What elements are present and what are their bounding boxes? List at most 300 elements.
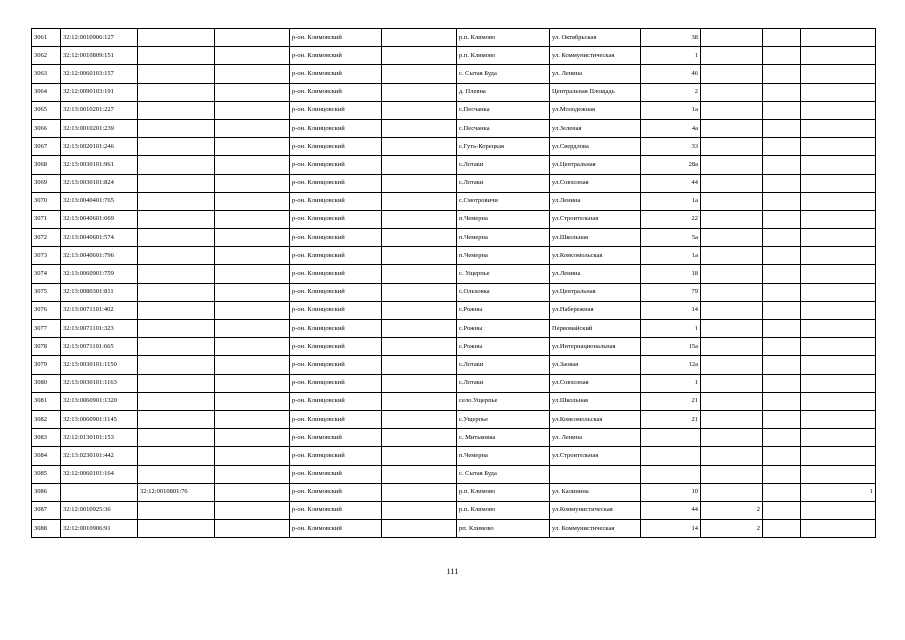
col-12-cell [801, 301, 876, 319]
cadastral-number-cell: 32:13:0030101:1163 [61, 374, 138, 392]
old-cadastral-number-cell [138, 156, 215, 174]
old-cadastral-number-cell [138, 320, 215, 338]
col-10-cell [701, 65, 763, 83]
street-cell: ул. Коммунистическая [550, 47, 641, 65]
col-12-cell [801, 229, 876, 247]
settlement-cell: п.Чемерна [457, 210, 550, 228]
col-12-cell [801, 83, 876, 101]
district-cell: р-он. Клинцовский [290, 138, 382, 156]
house-number-cell: 28а [641, 156, 701, 174]
col-4-cell [215, 320, 290, 338]
house-number-cell: 12а [641, 356, 701, 374]
col-10-cell [701, 429, 763, 447]
col-4-cell [215, 520, 290, 538]
col-6-cell [382, 156, 457, 174]
col-12-cell [801, 465, 876, 483]
col-10-cell [701, 229, 763, 247]
settlement-cell: р.п. Климово [457, 29, 550, 47]
street-cell: ул.Набережная [550, 301, 641, 319]
col-12-cell [801, 119, 876, 137]
house-number-cell: 1 [641, 47, 701, 65]
col-4-cell [215, 47, 290, 65]
settlement-cell: р.п. Климово [457, 501, 550, 519]
street-cell [550, 465, 641, 483]
table-row [32, 501, 876, 519]
old-cadastral-number-cell [138, 283, 215, 301]
cadastral-number-cell: 32:13:0030101:824 [61, 174, 138, 192]
col-12-cell [801, 192, 876, 210]
col-10-cell [701, 320, 763, 338]
district-cell: р-он. Клинцовский [290, 101, 382, 119]
col-11-cell [763, 356, 801, 374]
col-10-cell [701, 374, 763, 392]
table-row [32, 174, 876, 192]
col-4-cell [215, 301, 290, 319]
district-cell: р-он. Клинцовский [290, 192, 382, 210]
old-cadastral-number-cell [138, 138, 215, 156]
col-10-cell [701, 101, 763, 119]
cadastral-number-cell [61, 483, 138, 501]
house-number-cell: 2 [641, 83, 701, 101]
old-cadastral-number-cell [138, 174, 215, 192]
old-cadastral-number-cell [138, 429, 215, 447]
col-4-cell [215, 65, 290, 83]
row-number-cell: 3061 [32, 29, 61, 47]
house-number-cell: 14 [641, 520, 701, 538]
col-10-cell: 2 [701, 501, 763, 519]
settlement-cell: с. Митьковка [457, 429, 550, 447]
col-6-cell [382, 410, 457, 428]
cadastral-number-cell: 32:12:0090103:191 [61, 83, 138, 101]
table-row [32, 392, 876, 410]
row-number-cell: 3077 [32, 320, 61, 338]
cadastral-number-cell: 32:13:0030101:1150 [61, 356, 138, 374]
house-number-cell: 14 [641, 301, 701, 319]
col-6-cell [382, 265, 457, 283]
col-4-cell [215, 392, 290, 410]
settlement-cell: с.Лотаки [457, 374, 550, 392]
col-6-cell [382, 356, 457, 374]
col-4-cell [215, 156, 290, 174]
cadastral-number-cell: 32:13:0060901:1320 [61, 392, 138, 410]
cadastral-number-cell: 32:12:0060101:164 [61, 465, 138, 483]
col-6-cell [382, 429, 457, 447]
col-6-cell [382, 320, 457, 338]
district-cell: р-он. Клинцовский [290, 447, 382, 465]
settlement-cell: село.Ущерпье [457, 392, 550, 410]
table-row [32, 138, 876, 156]
district-cell: р-он. Клинцовский [290, 301, 382, 319]
col-6-cell [382, 47, 457, 65]
table-row [32, 210, 876, 228]
house-number-cell: 1а [641, 247, 701, 265]
cadastral-number-cell: 32:13:0040401:765 [61, 192, 138, 210]
col-11-cell [763, 229, 801, 247]
col-10-cell: 2 [701, 520, 763, 538]
cadastral-number-cell: 32:13:0030101:961 [61, 156, 138, 174]
col-10-cell [701, 465, 763, 483]
old-cadastral-number-cell [138, 210, 215, 228]
settlement-cell: с.Рожны [457, 320, 550, 338]
row-number-cell: 3075 [32, 283, 61, 301]
col-12-cell [801, 247, 876, 265]
street-cell: ул.Интернациональная [550, 338, 641, 356]
cadastral-number-cell: 32:12:0060103:157 [61, 65, 138, 83]
table-row [32, 101, 876, 119]
col-11-cell [763, 265, 801, 283]
settlement-cell: с.Лотаки [457, 174, 550, 192]
col-11-cell [763, 156, 801, 174]
col-4-cell [215, 429, 290, 447]
house-number-cell: 21 [641, 392, 701, 410]
settlement-cell: с. Сытая Буда [457, 65, 550, 83]
col-12-cell [801, 138, 876, 156]
col-4-cell [215, 192, 290, 210]
col-11-cell [763, 429, 801, 447]
col-10-cell [701, 174, 763, 192]
col-11-cell [763, 65, 801, 83]
settlement-cell: с.Лотаки [457, 356, 550, 374]
row-number-cell: 3063 [32, 65, 61, 83]
street-cell: ул.Школьная [550, 392, 641, 410]
table-row [32, 47, 876, 65]
col-11-cell [763, 320, 801, 338]
settlement-cell: р.п. Климово [457, 483, 550, 501]
cadastral-number-cell: 32:13:0080301:811 [61, 283, 138, 301]
row-number-cell: 3078 [32, 338, 61, 356]
street-cell: ул. Ленина [550, 429, 641, 447]
house-number-cell [641, 447, 701, 465]
col-12-cell [801, 265, 876, 283]
col-4-cell [215, 465, 290, 483]
col-12-cell [801, 520, 876, 538]
street-cell: ул.Зеленая [550, 119, 641, 137]
col-11-cell [763, 392, 801, 410]
table-row [32, 119, 876, 137]
col-11-cell [763, 483, 801, 501]
table-row [32, 465, 876, 483]
col-6-cell [382, 520, 457, 538]
col-6-cell [382, 192, 457, 210]
house-number-cell: 1а [641, 101, 701, 119]
house-number-cell [641, 465, 701, 483]
row-number-cell: 3084 [32, 447, 61, 465]
col-12-cell [801, 29, 876, 47]
registry-table [31, 28, 876, 538]
col-10-cell [701, 192, 763, 210]
house-number-cell: 38 [641, 29, 701, 47]
col-11-cell [763, 210, 801, 228]
house-number-cell: 18 [641, 265, 701, 283]
col-6-cell [382, 392, 457, 410]
col-12-cell [801, 156, 876, 174]
district-cell: р-он. Клинцовский [290, 283, 382, 301]
col-11-cell [763, 29, 801, 47]
house-number-cell: 33 [641, 138, 701, 156]
house-number-cell: 1 [641, 320, 701, 338]
settlement-cell: с.Смотровичи [457, 192, 550, 210]
col-4-cell [215, 83, 290, 101]
cadastral-number-cell: 32:12:0010906:91 [61, 520, 138, 538]
settlement-cell: с.Песчанка [457, 101, 550, 119]
col-6-cell [382, 483, 457, 501]
col-11-cell [763, 174, 801, 192]
col-10-cell [701, 119, 763, 137]
old-cadastral-number-cell: 32:12:0010801:76 [138, 483, 215, 501]
col-12-cell [801, 429, 876, 447]
col-11-cell [763, 283, 801, 301]
col-12-cell [801, 47, 876, 65]
street-cell: ул.Молодежная [550, 101, 641, 119]
table-row [32, 229, 876, 247]
col-6-cell [382, 29, 457, 47]
col-10-cell [701, 447, 763, 465]
old-cadastral-number-cell [138, 247, 215, 265]
settlement-cell: с.Гуть-Корецкая [457, 138, 550, 156]
col-6-cell [382, 465, 457, 483]
street-cell: ул.Центральная [550, 156, 641, 174]
col-10-cell [701, 410, 763, 428]
cadastral-number-cell: 32:13:0020101:246 [61, 138, 138, 156]
col-4-cell [215, 210, 290, 228]
house-number-cell: 5а [641, 229, 701, 247]
cadastral-number-cell: 32:12:0010906:127 [61, 29, 138, 47]
col-12-cell [801, 320, 876, 338]
col-10-cell [701, 356, 763, 374]
old-cadastral-number-cell [138, 501, 215, 519]
district-cell: р-он. Клинцовский [290, 229, 382, 247]
table-row [32, 483, 876, 501]
district-cell: р-он. Клинцовский [290, 247, 382, 265]
cadastral-number-cell: 32:13:0071101:402 [61, 301, 138, 319]
col-4-cell [215, 265, 290, 283]
house-number-cell: 10 [641, 483, 701, 501]
house-number-cell: 79 [641, 283, 701, 301]
registry-table-body [32, 29, 876, 538]
table-row [32, 520, 876, 538]
district-cell: р-он. Климовский [290, 501, 382, 519]
old-cadastral-number-cell [138, 520, 215, 538]
col-10-cell [701, 247, 763, 265]
street-cell: ул.Строительная [550, 447, 641, 465]
cadastral-number-cell: 32:13:0040601:796 [61, 247, 138, 265]
table-row [32, 410, 876, 428]
table-row [32, 301, 876, 319]
col-10-cell [701, 338, 763, 356]
street-cell: ул.Совхозная [550, 374, 641, 392]
col-6-cell [382, 501, 457, 519]
table-row [32, 338, 876, 356]
col-6-cell [382, 83, 457, 101]
col-6-cell [382, 138, 457, 156]
cadastral-number-cell: 32:13:0060901:1145 [61, 410, 138, 428]
district-cell: р-он. Клинцовский [290, 156, 382, 174]
col-6-cell [382, 447, 457, 465]
table-row [32, 83, 876, 101]
col-10-cell [701, 301, 763, 319]
col-6-cell [382, 283, 457, 301]
street-cell: ул.Коммунистическая [550, 501, 641, 519]
col-12-cell [801, 392, 876, 410]
col-4-cell [215, 410, 290, 428]
col-6-cell [382, 229, 457, 247]
settlement-cell: с. Ущерпье [457, 265, 550, 283]
table-row [32, 247, 876, 265]
table-row [32, 29, 876, 47]
street-cell: ул. Калинина [550, 483, 641, 501]
settlement-cell: п.Чемерна [457, 229, 550, 247]
settlement-cell: п.Чемерна [457, 247, 550, 265]
col-4-cell [215, 374, 290, 392]
cadastral-number-cell: 32:12:0130101:153 [61, 429, 138, 447]
table-row [32, 156, 876, 174]
col-6-cell [382, 338, 457, 356]
house-number-cell: 1 [641, 374, 701, 392]
settlement-cell: п.Чемерна [457, 447, 550, 465]
col-11-cell [763, 247, 801, 265]
col-11-cell [763, 83, 801, 101]
street-cell: ул.Заовая [550, 356, 641, 374]
house-number-cell: 44 [641, 501, 701, 519]
cadastral-number-cell: 32:12:0010925:36 [61, 501, 138, 519]
house-number-cell: 4а [641, 119, 701, 137]
col-12-cell [801, 338, 876, 356]
col-6-cell [382, 210, 457, 228]
old-cadastral-number-cell [138, 119, 215, 137]
cadastral-number-cell: 32:13:0010201:239 [61, 119, 138, 137]
house-number-cell: 15а [641, 338, 701, 356]
table-row [32, 283, 876, 301]
col-12-cell [801, 374, 876, 392]
col-12-cell: 1 [801, 483, 876, 501]
row-number-cell: 3064 [32, 83, 61, 101]
old-cadastral-number-cell [138, 83, 215, 101]
col-11-cell [763, 138, 801, 156]
col-6-cell [382, 301, 457, 319]
col-12-cell [801, 356, 876, 374]
street-cell: ул.Строительная [550, 210, 641, 228]
settlement-cell: с.Лотаки [457, 156, 550, 174]
old-cadastral-number-cell [138, 65, 215, 83]
col-6-cell [382, 65, 457, 83]
col-10-cell [701, 47, 763, 65]
cadastral-number-cell: 32:13:0071101:665 [61, 338, 138, 356]
page-number: 111 [446, 566, 459, 576]
col-10-cell [701, 156, 763, 174]
row-number-cell: 3076 [32, 301, 61, 319]
street-cell: ул.Комсомольская [550, 410, 641, 428]
col-12-cell [801, 210, 876, 228]
old-cadastral-number-cell [138, 192, 215, 210]
row-number-cell: 3067 [32, 138, 61, 156]
old-cadastral-number-cell [138, 410, 215, 428]
row-number-cell: 3066 [32, 119, 61, 137]
cadastral-number-cell: 32:12:0010809:151 [61, 47, 138, 65]
col-6-cell [382, 174, 457, 192]
district-cell: р-он. Клинцовский [290, 174, 382, 192]
row-number-cell: 3062 [32, 47, 61, 65]
col-12-cell [801, 101, 876, 119]
street-cell: ул.Школьная [550, 229, 641, 247]
col-4-cell [215, 229, 290, 247]
old-cadastral-number-cell [138, 447, 215, 465]
col-11-cell [763, 520, 801, 538]
district-cell: р-он. Климовский [290, 483, 382, 501]
street-cell: ул. Октябрьская [550, 29, 641, 47]
col-10-cell [701, 265, 763, 283]
district-cell: р-он. Клинцовский [290, 410, 382, 428]
table-row [32, 356, 876, 374]
district-cell: р-он. Клинцовский [290, 119, 382, 137]
house-number-cell: 46 [641, 65, 701, 83]
col-4-cell [215, 174, 290, 192]
old-cadastral-number-cell [138, 338, 215, 356]
col-11-cell [763, 119, 801, 137]
old-cadastral-number-cell [138, 356, 215, 374]
row-number-cell: 3082 [32, 410, 61, 428]
table-row [32, 320, 876, 338]
district-cell: р-он. Клинцовский [290, 338, 382, 356]
cadastral-number-cell: 32:13:0071101:323 [61, 320, 138, 338]
col-11-cell [763, 410, 801, 428]
district-cell: р-он. Клинцовский [290, 265, 382, 283]
row-number-cell: 3079 [32, 356, 61, 374]
old-cadastral-number-cell [138, 301, 215, 319]
row-number-cell: 3070 [32, 192, 61, 210]
row-number-cell: 3074 [32, 265, 61, 283]
col-12-cell [801, 174, 876, 192]
settlement-cell: с.Ущерпье [457, 410, 550, 428]
row-number-cell: 3065 [32, 101, 61, 119]
col-6-cell [382, 247, 457, 265]
row-number-cell: 3081 [32, 392, 61, 410]
col-12-cell [801, 410, 876, 428]
street-cell: Первомайский [550, 320, 641, 338]
cadastral-number-cell: 32:13:0060901:759 [61, 265, 138, 283]
street-cell: ул. Коммунистическая [550, 520, 641, 538]
col-11-cell [763, 101, 801, 119]
col-6-cell [382, 101, 457, 119]
house-number-cell: 22 [641, 210, 701, 228]
district-cell: р-он. Климовский [290, 83, 382, 101]
row-number-cell: 3087 [32, 501, 61, 519]
col-11-cell [763, 301, 801, 319]
col-4-cell [215, 119, 290, 137]
district-cell: р-он. Клинцовский [290, 374, 382, 392]
col-4-cell [215, 338, 290, 356]
old-cadastral-number-cell [138, 29, 215, 47]
old-cadastral-number-cell [138, 47, 215, 65]
col-4-cell [215, 483, 290, 501]
house-number-cell [641, 429, 701, 447]
col-12-cell [801, 501, 876, 519]
col-11-cell [763, 447, 801, 465]
row-number-cell: 3071 [32, 210, 61, 228]
district-cell: р-он. Климовский [290, 429, 382, 447]
row-number-cell: 3083 [32, 429, 61, 447]
old-cadastral-number-cell [138, 265, 215, 283]
settlement-cell: с.Рожны [457, 301, 550, 319]
old-cadastral-number-cell [138, 229, 215, 247]
cadastral-number-cell: 32:13:0230101:442 [61, 447, 138, 465]
district-cell: р-он. Клинцовский [290, 210, 382, 228]
row-number-cell: 3085 [32, 465, 61, 483]
house-number-cell: 1а [641, 192, 701, 210]
district-cell: р-он. Климовский [290, 465, 382, 483]
table-row [32, 374, 876, 392]
col-10-cell [701, 483, 763, 501]
district-cell: р-он. Клинцовский [290, 320, 382, 338]
